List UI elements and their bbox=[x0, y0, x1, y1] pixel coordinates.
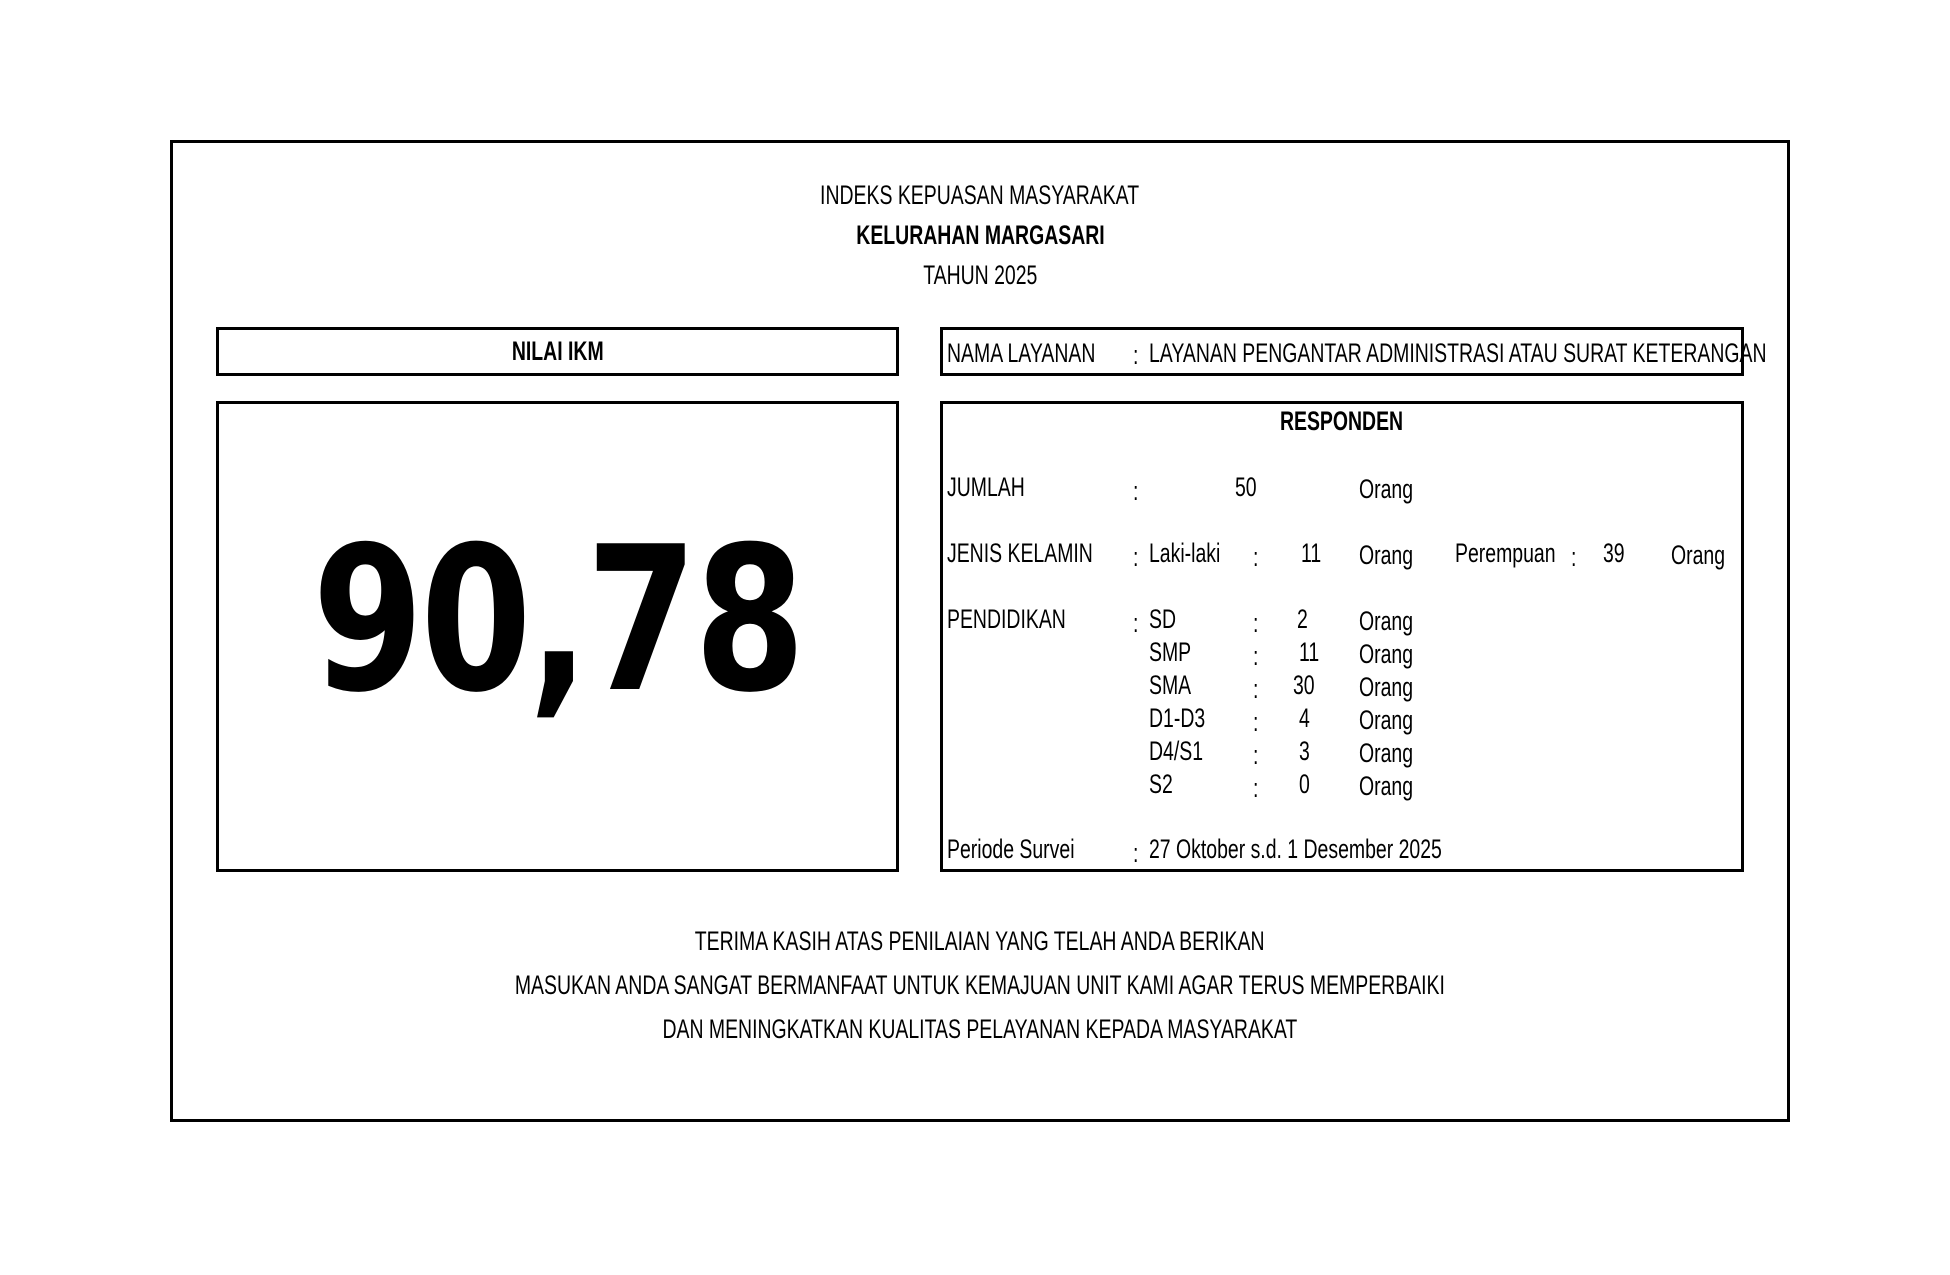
footer-line-text: DAN MENINGKATKAN KUALITAS PELAYANAN KEPADA MASYARAKAT bbox=[662, 1014, 1298, 1044]
education-level: S2 bbox=[1149, 769, 1173, 799]
respondent-title bbox=[943, 406, 1741, 437]
education-unit: Orang bbox=[1359, 606, 1414, 636]
ikm-value-box bbox=[216, 401, 899, 872]
male-value: 11 bbox=[1301, 538, 1322, 568]
education-level: SMP bbox=[1149, 637, 1192, 667]
period-label: Periode Survei bbox=[947, 834, 1075, 864]
education-row-colon: : bbox=[1253, 608, 1259, 638]
footer-line-text: TERIMA KASIH ATAS PENILAIAN YANG TELAH ANDA BERIKAN bbox=[695, 926, 1265, 956]
education-value: 11 bbox=[1299, 637, 1320, 667]
footer-line bbox=[170, 970, 1790, 1001]
header-title bbox=[170, 180, 1790, 211]
education-row-colon: : bbox=[1253, 707, 1259, 737]
footer-message bbox=[170, 926, 1790, 1056]
total-unit: Orang bbox=[1359, 474, 1414, 504]
respondent-title-text: RESPONDEN bbox=[1280, 406, 1404, 436]
education-value: 2 bbox=[1297, 604, 1308, 634]
footer-line-text: MASUKAN ANDA SANGAT BERMANFAAT UNTUK KEMAJUAN UNIT KAMI AGAR TERUS MEMPERBAIKI bbox=[514, 970, 1446, 1000]
female-label: Perempuan bbox=[1455, 538, 1556, 568]
ikm-value bbox=[219, 504, 896, 737]
respondent-box bbox=[940, 401, 1744, 872]
gender-colon: : bbox=[1133, 542, 1139, 572]
female-colon: : bbox=[1571, 542, 1577, 572]
education-unit: Orang bbox=[1359, 771, 1414, 801]
male-label: Laki-laki bbox=[1149, 538, 1221, 568]
education-value: 0 bbox=[1299, 769, 1310, 799]
gender-label: JENIS KELAMIN bbox=[947, 538, 1093, 568]
female-value: 39 bbox=[1603, 538, 1625, 568]
total-label: JUMLAH bbox=[947, 472, 1025, 502]
ikm-label-box bbox=[216, 327, 899, 376]
education-row-colon: : bbox=[1253, 773, 1259, 803]
female-unit: Orang bbox=[1671, 540, 1726, 570]
service-box bbox=[940, 327, 1767, 376]
education-row-colon: : bbox=[1253, 740, 1259, 770]
education-level: SD bbox=[1149, 604, 1177, 634]
service-label: NAMA LAYANAN bbox=[947, 338, 1096, 368]
ikm-label-text: NILAI IKM bbox=[511, 336, 604, 366]
male-colon: : bbox=[1253, 542, 1259, 572]
service-colon: : bbox=[1133, 340, 1139, 370]
education-row-colon: : bbox=[1253, 641, 1259, 671]
male-unit: Orang bbox=[1359, 540, 1414, 570]
education-unit: Orang bbox=[1359, 672, 1414, 702]
period-value: 27 Oktober s.d. 1 Desember 2025 bbox=[1149, 834, 1442, 864]
ikm-value-text: 90,78 bbox=[312, 504, 803, 737]
education-colon: : bbox=[1133, 608, 1139, 638]
period-colon: : bbox=[1133, 838, 1139, 868]
education-row-colon: : bbox=[1253, 674, 1259, 704]
header-office bbox=[170, 220, 1790, 251]
education-unit: Orang bbox=[1359, 639, 1414, 669]
footer-line bbox=[170, 1014, 1790, 1045]
total-value: 50 bbox=[1235, 472, 1257, 502]
education-value: 3 bbox=[1299, 736, 1310, 766]
header bbox=[170, 180, 1790, 300]
education-level: D1-D3 bbox=[1149, 703, 1206, 733]
education-unit: Orang bbox=[1359, 738, 1414, 768]
header-year bbox=[170, 260, 1790, 291]
education-level: SMA bbox=[1149, 670, 1192, 700]
education-value: 30 bbox=[1293, 670, 1315, 700]
ikm-label bbox=[219, 336, 896, 367]
total-colon: : bbox=[1133, 476, 1139, 506]
education-unit: Orang bbox=[1359, 705, 1414, 735]
header-year-text: TAHUN 2025 bbox=[922, 260, 1038, 290]
header-title-text: INDEKS KEPUASAN MASYARAKAT bbox=[820, 180, 1140, 210]
header-office-text: KELURAHAN MARGASARI bbox=[855, 220, 1105, 250]
education-value: 4 bbox=[1299, 703, 1310, 733]
footer-line bbox=[170, 926, 1790, 957]
education-level: D4/S1 bbox=[1149, 736, 1204, 766]
service-value: LAYANAN PENGANTAR ADMINISTRASI ATAU SURAT KETERANGAN bbox=[1149, 338, 1767, 368]
education-label: PENDIDIKAN bbox=[947, 604, 1066, 634]
